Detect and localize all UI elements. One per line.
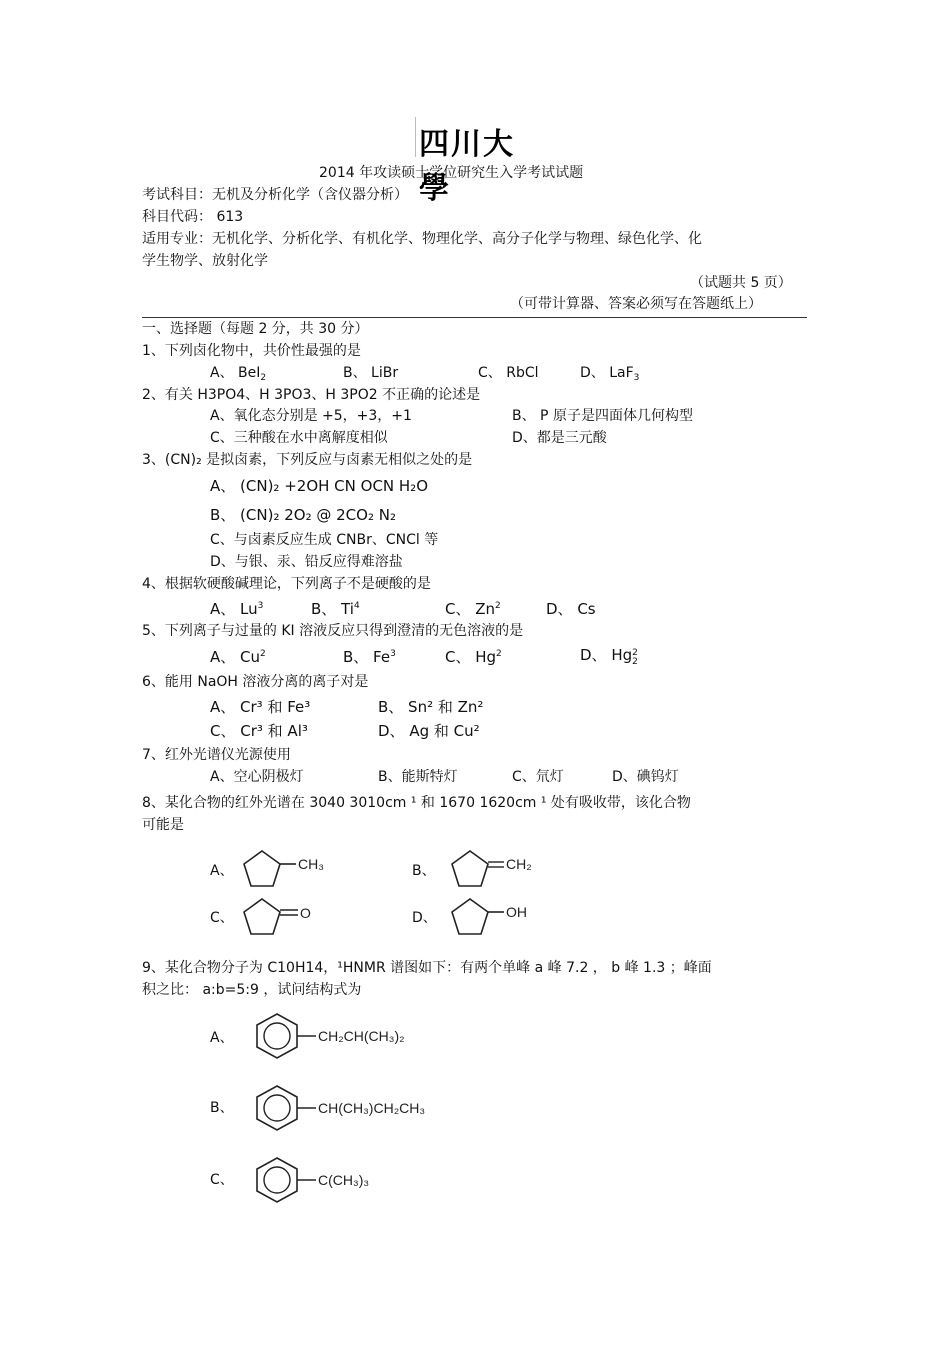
- q1-option-c: C、 RbCl: [478, 365, 539, 381]
- q4-option-a: [210, 602, 263, 617]
- q4-b-text: B、 Ti: [311, 600, 354, 618]
- q7-option-a: A、空心阴极灯: [210, 769, 304, 785]
- q9-option-a-structure: [250, 1011, 450, 1061]
- cyclopentane-ring: [244, 851, 280, 886]
- q9-a-group: CH₂CH(CH₃)₂: [318, 1028, 405, 1044]
- q7-option-b: B、能斯特灯: [378, 769, 458, 785]
- benzene-ring: [257, 1086, 297, 1130]
- q9-option-b-structure: [250, 1083, 450, 1133]
- q5-stem: 5、下列离子与过量的 KI 溶液反应只得到澄清的无色溶液的是: [142, 623, 524, 639]
- q3-option-d: D、与银、汞、铅反应得难溶盐: [210, 554, 403, 570]
- q6-stem: 6、能用 NaOH 溶液分离的离子对是: [142, 674, 369, 690]
- q9-option-b-label: B、: [210, 1100, 234, 1116]
- q5-a-text: A、 Cu: [210, 648, 261, 666]
- q6-option-b: B、 Sn² 和 Zn²: [378, 698, 484, 716]
- q9-stem: 9、某化合物分子为 C10H14，¹HNMR 谱图如下：有两个单峰 a 峰 7.2 ， b 峰 1.3 ；峰面: [142, 960, 712, 976]
- q4-option-c: [445, 602, 501, 617]
- q7-option-c: C、氘灯: [512, 769, 564, 785]
- q4-a-sup: 3: [257, 601, 264, 611]
- q3-option-b: B、 (CN)₂ 2O₂ @ 2CO₂ N₂: [210, 506, 396, 524]
- q5-b-sup: 3: [390, 649, 396, 659]
- q8-b-group: CH₂: [506, 856, 532, 872]
- q1-d-text: D、 LaF: [580, 365, 634, 381]
- university-logo: [415, 117, 533, 206]
- cyclopentane-ring: [244, 899, 280, 934]
- q1-option-b: B、 LiBr: [343, 365, 399, 381]
- cyclopentane-ring: [452, 851, 488, 886]
- q5-option-a: [210, 650, 266, 665]
- q6-option-c: C、 Cr³ 和 Al³: [210, 722, 308, 740]
- q8-option-c-label: C、: [210, 910, 234, 926]
- q9-option-c-structure: [250, 1155, 400, 1205]
- q8-stem: 8、某化合物的红外光谱在 3040 3010cm ¹ 和 1670 1620cm ¹ 处有吸收带，该化合物: [142, 795, 691, 811]
- benzene-ring: [257, 1158, 297, 1202]
- q1-stem: 1、下列卤化物中，共价性最强的是: [142, 343, 361, 359]
- header-rule: [142, 317, 807, 318]
- q5-a-sup: 2: [260, 649, 266, 659]
- q6-option-a: A、 Cr³ 和 Fe³: [210, 698, 311, 716]
- q8-d-group: OH: [506, 904, 527, 920]
- page-count: （试题共 5 页）: [690, 275, 792, 291]
- q8-stem-line2: 可能是: [142, 817, 184, 833]
- q3-option-a: A、 (CN)₂ +2OH CN OCN H₂O: [210, 477, 429, 495]
- q4-c-sup: 2: [495, 601, 501, 611]
- q6-option-d: D、 Ag 和 Cu²: [378, 722, 480, 740]
- cyclopentane-ring: [452, 899, 488, 934]
- q8-option-a-label: A、: [210, 863, 234, 879]
- q5-b-text: B、 Fe: [343, 648, 391, 666]
- exam-note: （可带计算器、答案必须写在答题纸上）: [510, 296, 762, 312]
- benzene-ring: [257, 1014, 297, 1058]
- q7-option-d: D、碘钨灯: [612, 769, 679, 785]
- q2-option-d: D、都是三元酸: [512, 430, 607, 446]
- exam-title: 2014 年攻读硕士学位研究生入学考试试题: [319, 165, 584, 181]
- q2-option-b: B、 P 原子是四面体几何构型: [512, 408, 693, 424]
- q4-a-text: A、 Lu: [210, 600, 258, 618]
- q2-stem: 2、有关 H3PO4、H 3PO3、H 3PO2 不正确的论述是: [142, 387, 481, 403]
- q1-option-d: [580, 366, 639, 383]
- logo-divider: [415, 117, 416, 157]
- q2-option-a: A、氧化态分别是 +5，+3，+1: [210, 408, 412, 424]
- q2-option-c: C、三种酸在水中离解度相似: [210, 430, 388, 446]
- q9-option-a-label: A、: [210, 1030, 234, 1046]
- q8-option-b-structure: [448, 846, 558, 896]
- q8-option-b-label: B、: [412, 863, 436, 879]
- exam-majors-line2: 学生物学、放射化学: [142, 253, 268, 269]
- q5-option-b: [343, 650, 396, 665]
- aromatic-circle: [264, 1167, 290, 1193]
- logo-text: 四川大學: [419, 127, 515, 206]
- q9-b-group: CH(CH₃)CH₂CH₃: [318, 1100, 426, 1116]
- q5-d-sub: 2: [632, 657, 638, 667]
- section-title: 一、选择题（每题 2 分，共 30 分）: [142, 321, 369, 337]
- q8-option-c-structure: [240, 894, 330, 942]
- q5-option-d: [580, 648, 638, 667]
- q9-option-c-label: C、: [210, 1172, 234, 1188]
- q7-stem: 7、红外光谱仪光源使用: [142, 747, 291, 763]
- q4-option-d: D、 Cs: [546, 600, 596, 618]
- exam-majors-line1: 适用专业：无机化学、分析化学、有机化学、物理化学、高分子化学与物理、绿色化学、化: [142, 231, 702, 247]
- q5-c-text: C、 Hg: [445, 648, 497, 666]
- exam-subject: 考试科目：无机及分析化学（含仪器分析）: [142, 187, 408, 203]
- q5-c-sup: 2: [496, 649, 502, 659]
- q1-option-a: [210, 366, 266, 383]
- q8-c-group: O: [300, 905, 311, 921]
- q5-d-sup: 2: [632, 648, 638, 658]
- q4-option-b: [311, 602, 360, 617]
- exam-code: 科目代码： 613: [142, 209, 244, 225]
- q4-c-text: C、 Zn: [445, 600, 496, 618]
- q1-d-sub: 3: [633, 373, 640, 383]
- q4-b-sup: 4: [353, 601, 360, 611]
- q8-option-a-structure: [240, 846, 340, 896]
- q1-a-text: A、 BeI: [210, 365, 261, 381]
- q3-stem: 3、(CN)₂ 是拟卤素，下列反应与卤素无相似之处的是: [142, 452, 473, 468]
- q5-d-text: D、 Hg: [580, 646, 633, 664]
- q8-a-group: CH₃: [298, 856, 324, 872]
- q9-stem-line2: 积之比： a:b=5:9 ，试问结构式为: [142, 982, 362, 998]
- q5-option-c: [445, 650, 502, 665]
- q4-stem: 4、根据软硬酸碱理论，下列离子不是硬酸的是: [142, 576, 431, 592]
- aromatic-circle: [264, 1095, 290, 1121]
- q9-c-group: C(CH₃)₃: [318, 1172, 370, 1188]
- q8-option-d-structure: [448, 894, 548, 942]
- aromatic-circle: [264, 1023, 290, 1049]
- q1-a-sub: 2: [260, 373, 267, 383]
- q8-option-d-label: D、: [412, 910, 437, 926]
- q3-option-c: C、与卤素反应生成 CNBr、CNCl 等: [210, 532, 439, 548]
